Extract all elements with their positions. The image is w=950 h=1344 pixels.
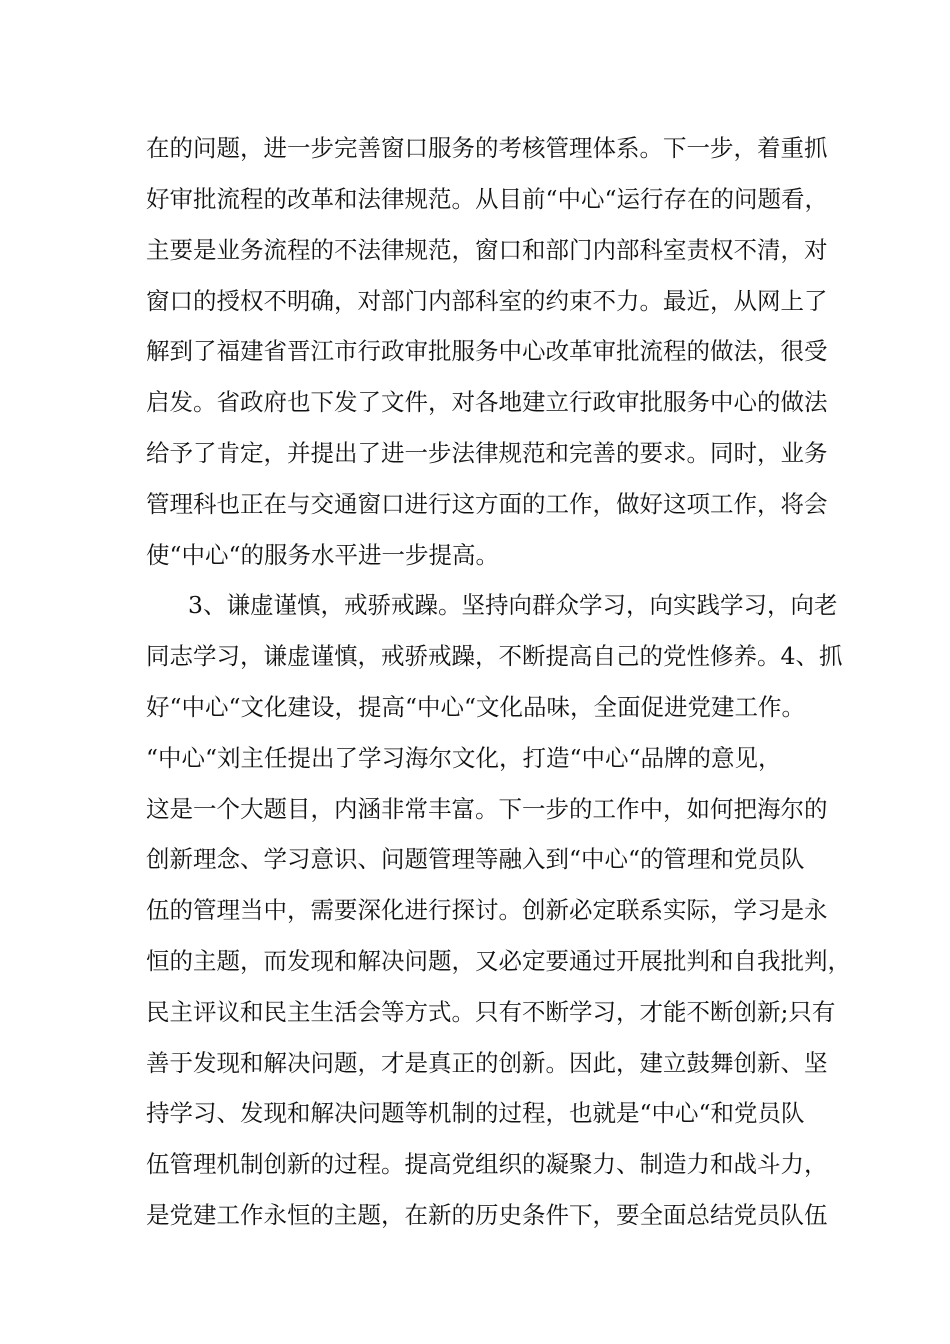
text-line: 这是一个大题目，内涵非常丰富。下一步的工作中，如何把海尔的 [146,795,828,823]
text-line: 启发。省政府也下发了文件，对各地建立行政审批服务中心的做法 [146,388,828,416]
text-line: 解到了福建省晋江市行政审批服务中心改革审批流程的做法，很受 [146,337,828,365]
text-line: 窗口的授权不明确，对部门内部科室的约束不力。最近，从网上了 [146,287,828,315]
paragraph-first-line: 3、谦虚谨慎，戒骄戒躁。坚持向群众学习，向实践学习，向老 [188,591,838,619]
text-line: 创新理念、学习意识、问题管理等融入到“中心“的管理和党员队 [146,845,805,873]
text-line: 是党建工作永恒的主题，在新的历史条件下，要全面总结党员队伍 [146,1201,828,1229]
text-line: 使“中心“的服务水平进一步提高。 [146,541,500,569]
text-line: 伍管理机制创新的过程。提高党组织的凝聚力、制造力和战斗力， [146,1150,828,1178]
text-line: 民主评议和民主生活会等方式。只有不断学习，才能不断创新;只有 [146,998,836,1026]
text-line: 管理科也正在与交通窗口进行这方面的工作，做好这项工作，将会 [146,490,828,518]
text-line: 给予了肯定，并提出了进一步法律规范和完善的要求。同时，业务 [146,439,828,467]
text-line: “中心“刘主任提出了学习海尔文化，打造“中心“品牌的意见， [146,744,782,772]
text-line: 在的问题，进一步完善窗口服务的考核管理体系。下一步，着重抓 [146,134,828,162]
text-line: 主要是业务流程的不法律规范，窗口和部门内部科室责权不清，对 [146,236,828,264]
text-line: 好“中心“文化建设，提高“中心“文化品味，全面促进党建工作。 [146,693,806,721]
text-line: 恒的主题，而发现和解决问题，又必定要通过开展批判和自我批判， [146,947,851,975]
text-line: 伍的管理当中，需要深化进行探讨。创新必定联系实际，学习是永 [146,896,828,924]
text-line: 持学习、发现和解决问题等机制的过程，也就是“中心“和党员队 [146,1099,805,1127]
text-line: 好审批流程的改革和法律规范。从目前“中心“运行存在的问题看， [146,185,829,213]
text-line: 善于发现和解决问题，才是真正的创新。因此，建立鼓舞创新、坚 [146,1049,828,1077]
text-line: 同志学习，谦虚谨慎，戒骄戒躁，不断提高自己的党性修养。4、抓 [146,642,843,670]
